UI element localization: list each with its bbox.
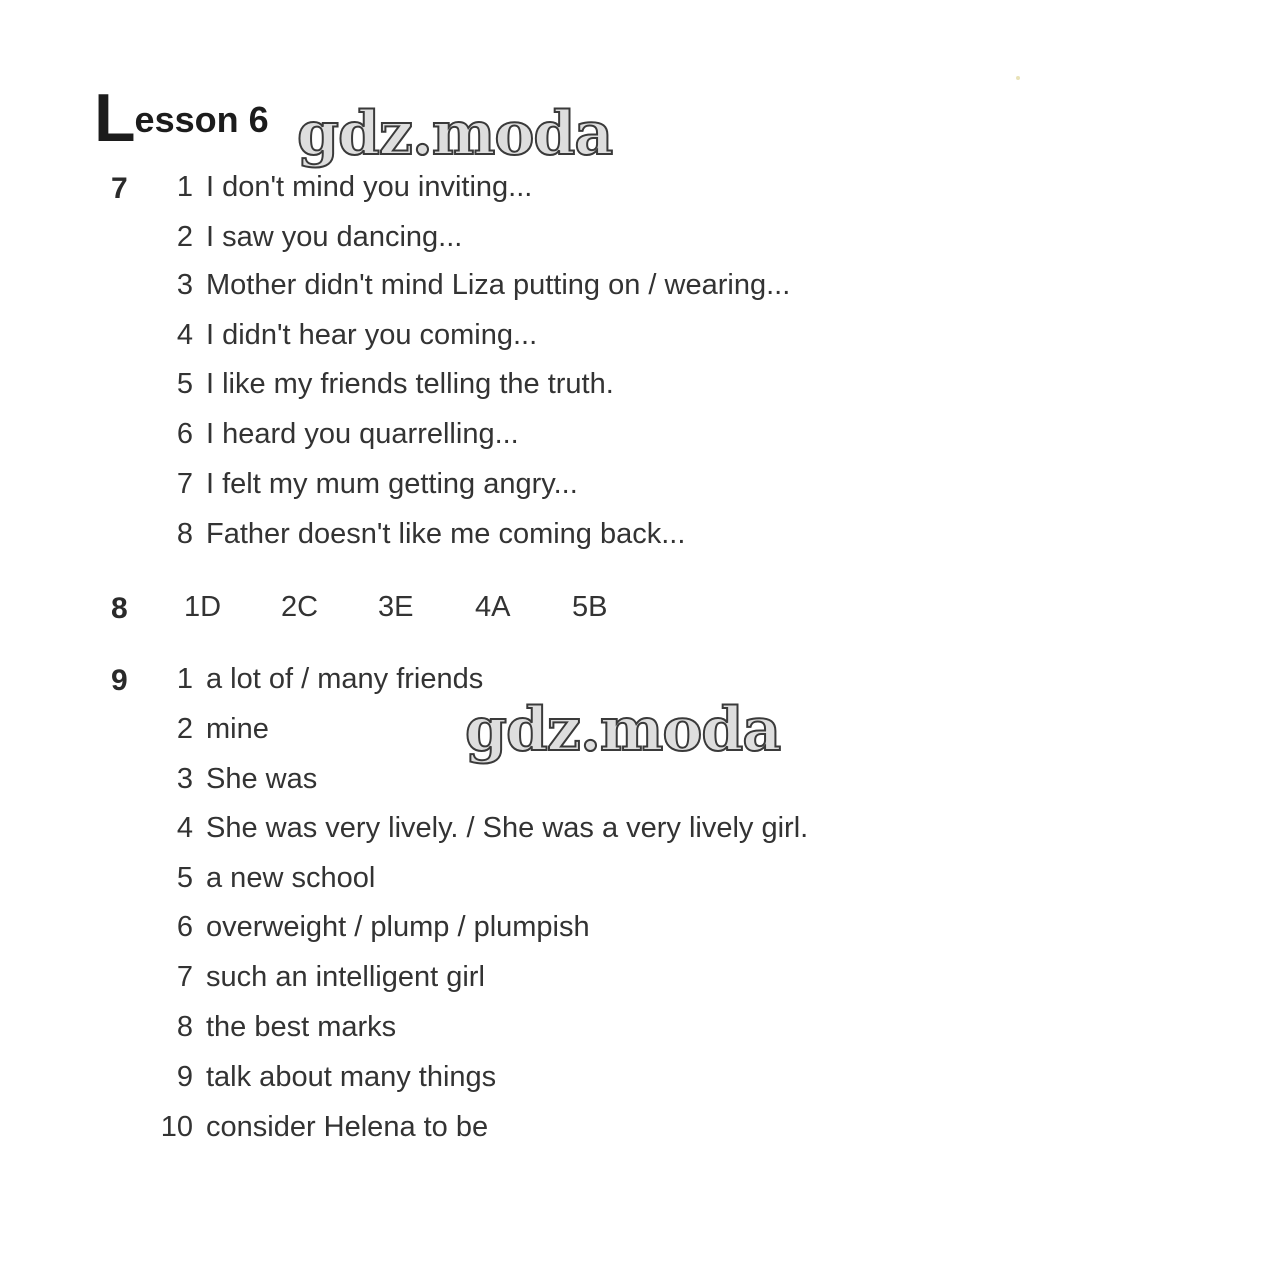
exercise-7-item <box>160 170 532 204</box>
exercise-9-item <box>160 1060 496 1094</box>
answer-item: 5B <box>572 591 608 623</box>
item-number: 4 <box>176 812 193 844</box>
answer-item: 3E <box>378 591 414 623</box>
item-text: a lot of / many friends <box>206 663 484 695</box>
item-number: 5 <box>176 368 193 400</box>
watermark-top: gdz.moda <box>297 99 613 169</box>
lesson-title-initial: L <box>94 80 134 156</box>
item-number: 7 <box>176 468 193 500</box>
item-text: I heard you quarrelling... <box>206 418 519 450</box>
item-text: overweight / plump / plumpish <box>206 911 590 943</box>
item-text: talk about many things <box>206 1061 497 1093</box>
exercise-9-number: 9 <box>111 664 128 697</box>
exercise-7-item <box>160 220 462 254</box>
item-text: such an intelligent girl <box>206 961 485 993</box>
answer-item: 2C <box>281 591 319 623</box>
exercise-9-item <box>160 861 375 895</box>
exercise-9-item <box>160 811 808 845</box>
item-number: 9 <box>176 1061 193 1093</box>
paper-speck <box>1016 76 1020 80</box>
answer-item: 4A <box>475 591 511 623</box>
exercise-7-number: 7 <box>111 172 128 205</box>
exercise-7-item <box>160 467 578 501</box>
exercise-9-item <box>160 960 485 994</box>
item-text: mine <box>206 713 269 745</box>
exercise-9-item <box>160 910 590 944</box>
exercise-9-item <box>160 662 483 696</box>
item-number: 7 <box>176 961 193 993</box>
exercise-8-answers <box>184 590 607 624</box>
exercise-7-item <box>160 417 519 451</box>
exercise-7-item <box>160 268 790 302</box>
item-number: 1 <box>176 663 193 695</box>
exercise-8-number: 8 <box>111 592 128 625</box>
item-number: 10 <box>160 1111 193 1143</box>
lesson-title <box>94 80 269 156</box>
item-text: I saw you dancing... <box>206 221 463 253</box>
item-number: 3 <box>176 763 193 795</box>
item-text: the best marks <box>206 1011 397 1043</box>
item-text: I felt my mum getting angry... <box>206 468 578 500</box>
item-number: 8 <box>176 518 193 550</box>
exercise-9-item <box>160 762 317 796</box>
item-text: She was <box>206 763 318 795</box>
item-number: 1 <box>176 171 193 203</box>
watermark-middle: gdz.moda <box>465 695 781 765</box>
exercise-9-item <box>160 1110 488 1144</box>
item-text: I don't mind you inviting... <box>206 171 533 203</box>
item-text: Mother didn't mind Liza putting on / wearing... <box>206 269 791 301</box>
item-number: 4 <box>176 319 193 351</box>
item-number: 3 <box>176 269 193 301</box>
item-number: 6 <box>176 418 193 450</box>
item-text: a new school <box>206 862 376 894</box>
exercise-7-item <box>160 517 685 551</box>
item-text: consider Helena to be <box>206 1111 489 1143</box>
item-text: I like my friends telling the truth. <box>206 368 614 400</box>
item-number: 8 <box>176 1011 193 1043</box>
exercise-9-item <box>160 712 269 746</box>
item-number: 5 <box>176 862 193 894</box>
answer-item: 1D <box>184 591 222 623</box>
item-number: 6 <box>176 911 193 943</box>
item-number: 2 <box>176 221 193 253</box>
item-text: She was very lively. / She was a very lively girl. <box>206 812 809 844</box>
exercise-7-item <box>160 367 614 401</box>
lesson-title-rest: esson 6 <box>134 99 269 140</box>
item-text: Father doesn't like me coming back... <box>206 518 686 550</box>
exercise-9-item <box>160 1010 396 1044</box>
item-number: 2 <box>176 713 193 745</box>
exercise-7-item <box>160 318 537 352</box>
item-text: I didn't hear you coming... <box>206 319 538 351</box>
